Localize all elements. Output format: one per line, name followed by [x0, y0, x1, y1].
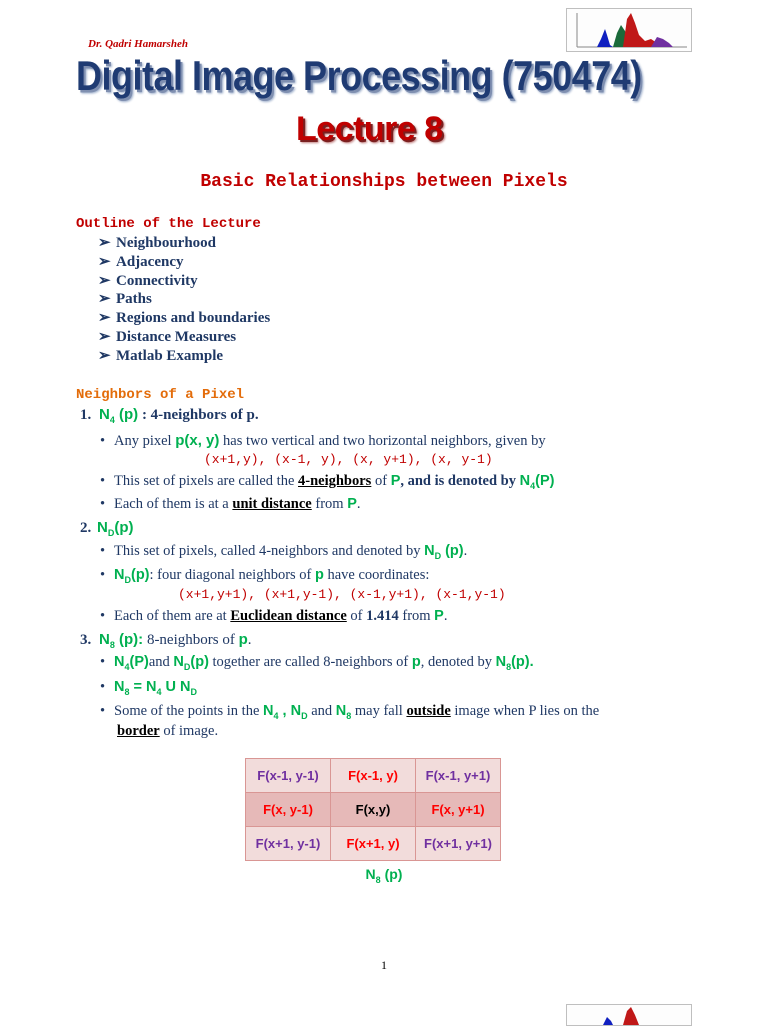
arrow-bullet-icon: ➢: [98, 347, 111, 364]
nd-heading: 2. $N_D(p)$: [80, 519, 134, 538]
nd-bullet-2: • $N_D(p)$: four diagonal neighbors of p have coordinates:: [100, 567, 430, 585]
n4-coordinates: (x+1,y), (x-1, y), (x, y+1), (x, y-1): [204, 452, 493, 467]
outline-item: ➢ Regions and boundaries: [98, 310, 271, 327]
outline-item: ➢ Neighbourhood: [98, 235, 217, 251]
n4-bullet-2: • This set of pixels are called the 4-neighbors of P, and is denoted by $N_4(P)$: [100, 473, 555, 491]
arrow-bullet-icon: ➢: [98, 235, 111, 251]
histogram-thumbnail-top: [566, 8, 692, 52]
bullet-icon: •: [100, 473, 106, 489]
outline-item: ➢ Adjacency: [98, 253, 184, 270]
outline-item: ➢ Distance Measures: [98, 328, 237, 345]
grid-cell: F(x-1, y): [331, 759, 416, 793]
n8-heading: 3. $N_8$ (p): 8-neighbors of p.: [80, 631, 252, 650]
outline-heading: Outline of the Lecture: [76, 216, 261, 232]
nd-coordinates: (x+1,y+1), (x+1,y-1), (x-1,y+1), (x-1,y-1): [178, 587, 506, 602]
n4-bullet-1: • Any pixel p(x, y) has two vertical and two horizontal neighbors, given by: [100, 432, 546, 449]
section-title: Basic Relationships between Pixels: [200, 172, 568, 192]
outline-item: ➢ Matlab Example: [98, 347, 224, 364]
grid-cell: F(x, y-1): [246, 793, 331, 827]
bullet-icon: •: [100, 543, 106, 559]
author-name: Dr. Qadri Hamarsheh: [88, 38, 188, 50]
grid-cell: F(x-1, y-1): [246, 759, 331, 793]
n4-heading: 1. $N_4$ (p) : 4-neighbors of p.: [80, 406, 259, 425]
arrow-bullet-icon: ➢: [98, 272, 111, 289]
neighbors-heading: Neighbors of a Pixel: [76, 387, 245, 403]
arrow-bullet-icon: ➢: [98, 253, 111, 270]
grid-cell: F(x+1, y-1): [246, 827, 331, 861]
histogram-icon: [567, 9, 691, 51]
n8-bullet-3-cont: border of image.: [117, 723, 219, 739]
bullet-icon: •: [100, 567, 106, 583]
outline-item: ➢ Paths: [98, 291, 152, 308]
grid-row: [246, 827, 501, 861]
arrow-bullet-icon: ➢: [98, 291, 111, 308]
grid-cell: F(x+1, y): [331, 827, 416, 861]
bullet-icon: •: [100, 608, 106, 624]
n8-bullet-3: • Some of the points in the $N_4$ , $N_D$ and $N_8$ may fall outside image when P lies on the: [100, 703, 600, 721]
grid-cell: F(x+1, y+1): [416, 827, 501, 861]
arrow-bullet-icon: ➢: [98, 310, 111, 327]
page-number: 1: [381, 958, 387, 972]
grid-cell-center: F(x,y): [331, 793, 416, 827]
nd-bullet-3: • Each of them are at Euclidean distance of 1.414 from P.: [100, 608, 448, 624]
outline-list: [98, 234, 270, 366]
lecture-title: Lecture 8: [296, 110, 443, 148]
course-title: Digital Image Processing (750474): [76, 52, 642, 100]
outline-item: ➢ Connectivity: [98, 272, 198, 289]
bullet-icon: •: [100, 496, 106, 512]
grid-caption: $N_8$ (p): [365, 866, 403, 885]
bullet-icon: •: [100, 654, 106, 670]
bullet-icon: •: [100, 703, 106, 719]
grid-cell: F(x, y+1): [416, 793, 501, 827]
bullet-icon: •: [100, 433, 106, 449]
n4-bullet-3: • Each of them is at a unit distance from P.: [100, 496, 361, 512]
bullet-icon: •: [100, 679, 106, 695]
grid-row: [246, 759, 501, 793]
grid-row: [246, 793, 501, 827]
nd-bullet-1: • This set of pixels, called 4-neighbors and denoted by $N_D$ (p).: [100, 543, 468, 561]
arrow-bullet-icon: ➢: [98, 328, 111, 345]
n8-bullet-2: • $N_8 = N_4$ U $N_D$: [100, 679, 198, 697]
grid-cell: F(x-1, y+1): [416, 759, 501, 793]
n8-bullet-1: • $N_4(P)and$ $N_D(p)$ together are called 8-neighbors of p, denoted by $N_8(p)$.: [100, 654, 534, 672]
histogram-icon: [567, 1005, 691, 1025]
histogram-thumbnail-bottom: [566, 1004, 692, 1026]
neighborhood-grid: [245, 758, 501, 861]
